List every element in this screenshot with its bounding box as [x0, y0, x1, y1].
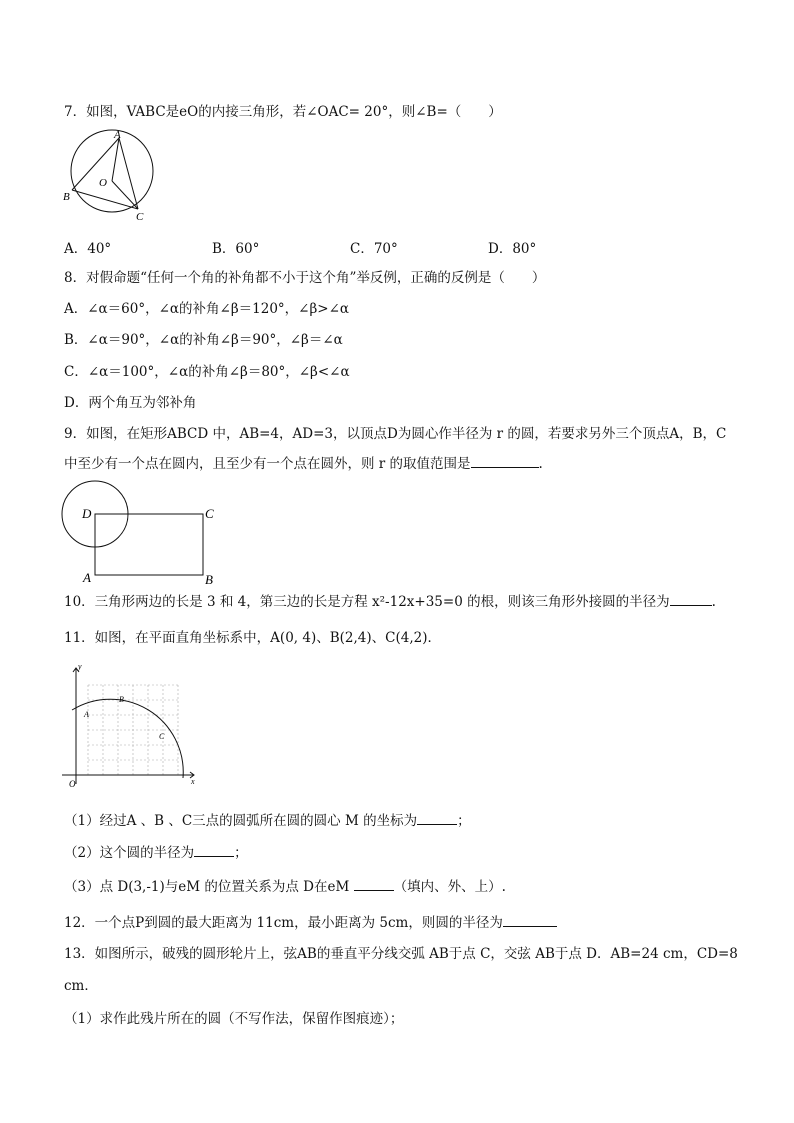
q11-sub3-blank[interactable]	[354, 878, 394, 891]
q7-option-b: B．60°	[212, 241, 260, 257]
q11-sub1-text: （1）经过A 、B 、C三点的圆弧所在圆的圆心 M 的坐标为	[64, 813, 418, 829]
q10-end: .	[711, 594, 716, 610]
q9-answer-blank[interactable]	[471, 455, 539, 468]
q8-option-d: D．两个角互为邻补角	[64, 395, 197, 411]
q11-sub2	[64, 844, 248, 862]
q9-label-c: C	[205, 506, 214, 521]
q12-answer-blank[interactable]	[503, 914, 557, 927]
q7-label-b: B	[63, 191, 70, 203]
q10-answer-blank[interactable]	[670, 593, 712, 606]
q11-label-o: O	[69, 779, 76, 789]
q7-option-a: A．40°	[64, 241, 112, 257]
q13-line1: 13．如图所示，破残的圆形轮片上，弦AB的垂直平分线交弧 AB于点 C，交弦 AB于点 D．AB=24 cm，CD=8	[64, 946, 738, 962]
q11-sub2-end: ；	[234, 845, 248, 861]
q8-option-c: C．∠α＝100°，∠α的补角∠β＝80°，∠β<∠α	[64, 364, 350, 380]
q12-text	[64, 914, 557, 932]
q11-sub3	[64, 878, 506, 896]
q8-option-a: A．∠α＝60°，∠α的补角∠β＝120°，∠β>∠α	[64, 301, 350, 317]
q9-label-d: D	[82, 506, 92, 521]
q11-sub1-blank[interactable]	[417, 812, 457, 825]
q11-label-y: y	[78, 662, 82, 671]
q11-sub2-text: （2）这个圆的半径为	[64, 845, 195, 861]
q9-line2-end: .	[538, 456, 543, 472]
q11-label-b: B	[119, 695, 124, 704]
q11-text: 11．如图，在平面直角坐标系中，A(0, 4)、B(2,4)、C(4,2)．	[64, 630, 441, 646]
q12-text-body: 12．一个点P到圆的最大距离为 11cm，最小距离为 5cm，则圆的半径为	[64, 915, 503, 931]
q10-text-body: 10．三角形两边的长是 3 和 4，第三边的长是方程 x²-12x+35=0 的根，则该三角形外接圆的半径为	[64, 594, 670, 610]
q11-sub2-blank[interactable]	[194, 844, 234, 857]
q13-sub1: （1）求作此残片所在的圆（不写作法，保留作图痕迹）；	[64, 1011, 404, 1027]
q7-text: 7．如图，VABC是eO的内接三角形，若∠OAC= 20°，则∠B=（ ）	[64, 104, 502, 120]
q9-figure	[58, 478, 224, 586]
q7-label-a: A	[114, 129, 121, 141]
q11-sub1-end: ；	[457, 813, 471, 829]
q11-label-a: A	[84, 710, 89, 719]
q7-option-d: D．80°	[488, 241, 537, 257]
q11-label-x: x	[191, 777, 195, 786]
q11-sub1	[64, 812, 471, 830]
q11-label-c: C	[159, 732, 165, 741]
q9-line2	[64, 455, 543, 473]
q8-text: 8．对假命题“任何一个角的补角都不小于这个角”举反例，正确的反例是（ ）	[64, 270, 546, 286]
q9-line2-text: 中至少有一个点在圆内，且至少有一个点在圆外，则 r 的取值范围是	[64, 456, 471, 472]
q10-text	[64, 593, 716, 611]
q7-label-c: C	[136, 211, 144, 220]
q7-figure	[62, 128, 166, 220]
q9-label-b: B	[205, 572, 213, 586]
q11-sub3-end: （填内、外、上）.	[393, 879, 506, 895]
q11-figure	[62, 660, 202, 790]
q9-line1: 9．如图，在矩形ABCD 中，AB=4，AD=3，以顶点D为圆心作半径为 r 的圆，若要求另外三个顶点A，B，C	[64, 426, 727, 442]
q7-label-o: O	[99, 177, 107, 189]
q8-option-b: B．∠α＝90°，∠α的补角∠β＝90°，∠β＝∠α	[64, 332, 343, 348]
q9-label-a: A	[83, 570, 91, 585]
q7-option-c: C．70°	[350, 241, 398, 257]
q11-sub3-text: （3）点 D(3,-1)与eM 的位置关系为点 D在eM	[64, 879, 350, 895]
q13-line2: cm．	[64, 978, 98, 994]
